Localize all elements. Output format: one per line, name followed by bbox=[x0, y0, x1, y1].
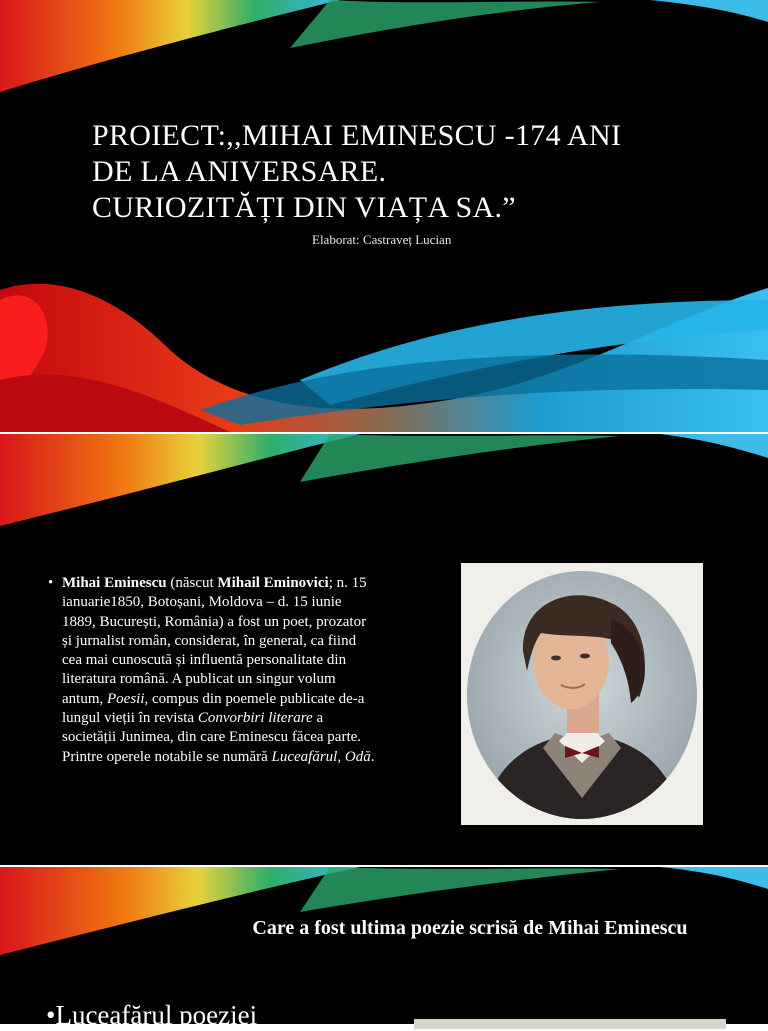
biography-text bbox=[48, 574, 378, 767]
portrait-illustration bbox=[461, 563, 703, 825]
title-line: PROIECT:,,MIHAI EMINESCU -174 ANI bbox=[92, 119, 622, 152]
bullet-marker: • bbox=[48, 575, 54, 591]
title-line: DE LA ANIVERSARE. bbox=[92, 155, 387, 188]
text-run: . bbox=[370, 748, 375, 765]
text-run: , bbox=[337, 748, 345, 765]
slide-title bbox=[92, 118, 732, 226]
title-slide bbox=[0, 0, 768, 432]
image-placeholder bbox=[414, 1019, 726, 1029]
text-run: ; n. 15 ianuarie1850, Botoșani, Moldova – d. 15 iunie 1889, București, România) a fost un poet, prozator și jurnalist român, considerat, în general, ca fiind cea mai cunoscută și influentă personalitate din literatura română. A publicat un singur volum antum, bbox=[62, 575, 367, 707]
portrait-image bbox=[461, 563, 703, 825]
volume-title: Poesii bbox=[107, 690, 145, 707]
magazine-title: Convorbiri literare bbox=[197, 710, 313, 727]
slide-title: Care a fost ultima poezie scrisă de Mihai Eminescu bbox=[252, 917, 688, 939]
text-run: a societății Junimea, din care Eminescu făcea parte. Printre operele notabile se numără bbox=[62, 710, 362, 765]
work-title: Luceafărul bbox=[271, 748, 338, 765]
author-subtitle: Elaborat: Castraveț Lucian bbox=[312, 232, 452, 247]
bullet-item: •Luceafărul poeziei bbox=[46, 1000, 258, 1030]
work-title: Odă bbox=[344, 748, 371, 765]
name-bold: Mihai Eminescu bbox=[62, 575, 167, 591]
text-run: , compus din poemele publicate de-a lungul vieții în revista bbox=[62, 690, 365, 727]
title-line: CURIOZITĂȚI DIN VIAȚA SA.” bbox=[92, 191, 516, 224]
birth-name-bold: Mihail Eminovici bbox=[217, 575, 329, 591]
text-run: (născut bbox=[166, 575, 218, 591]
